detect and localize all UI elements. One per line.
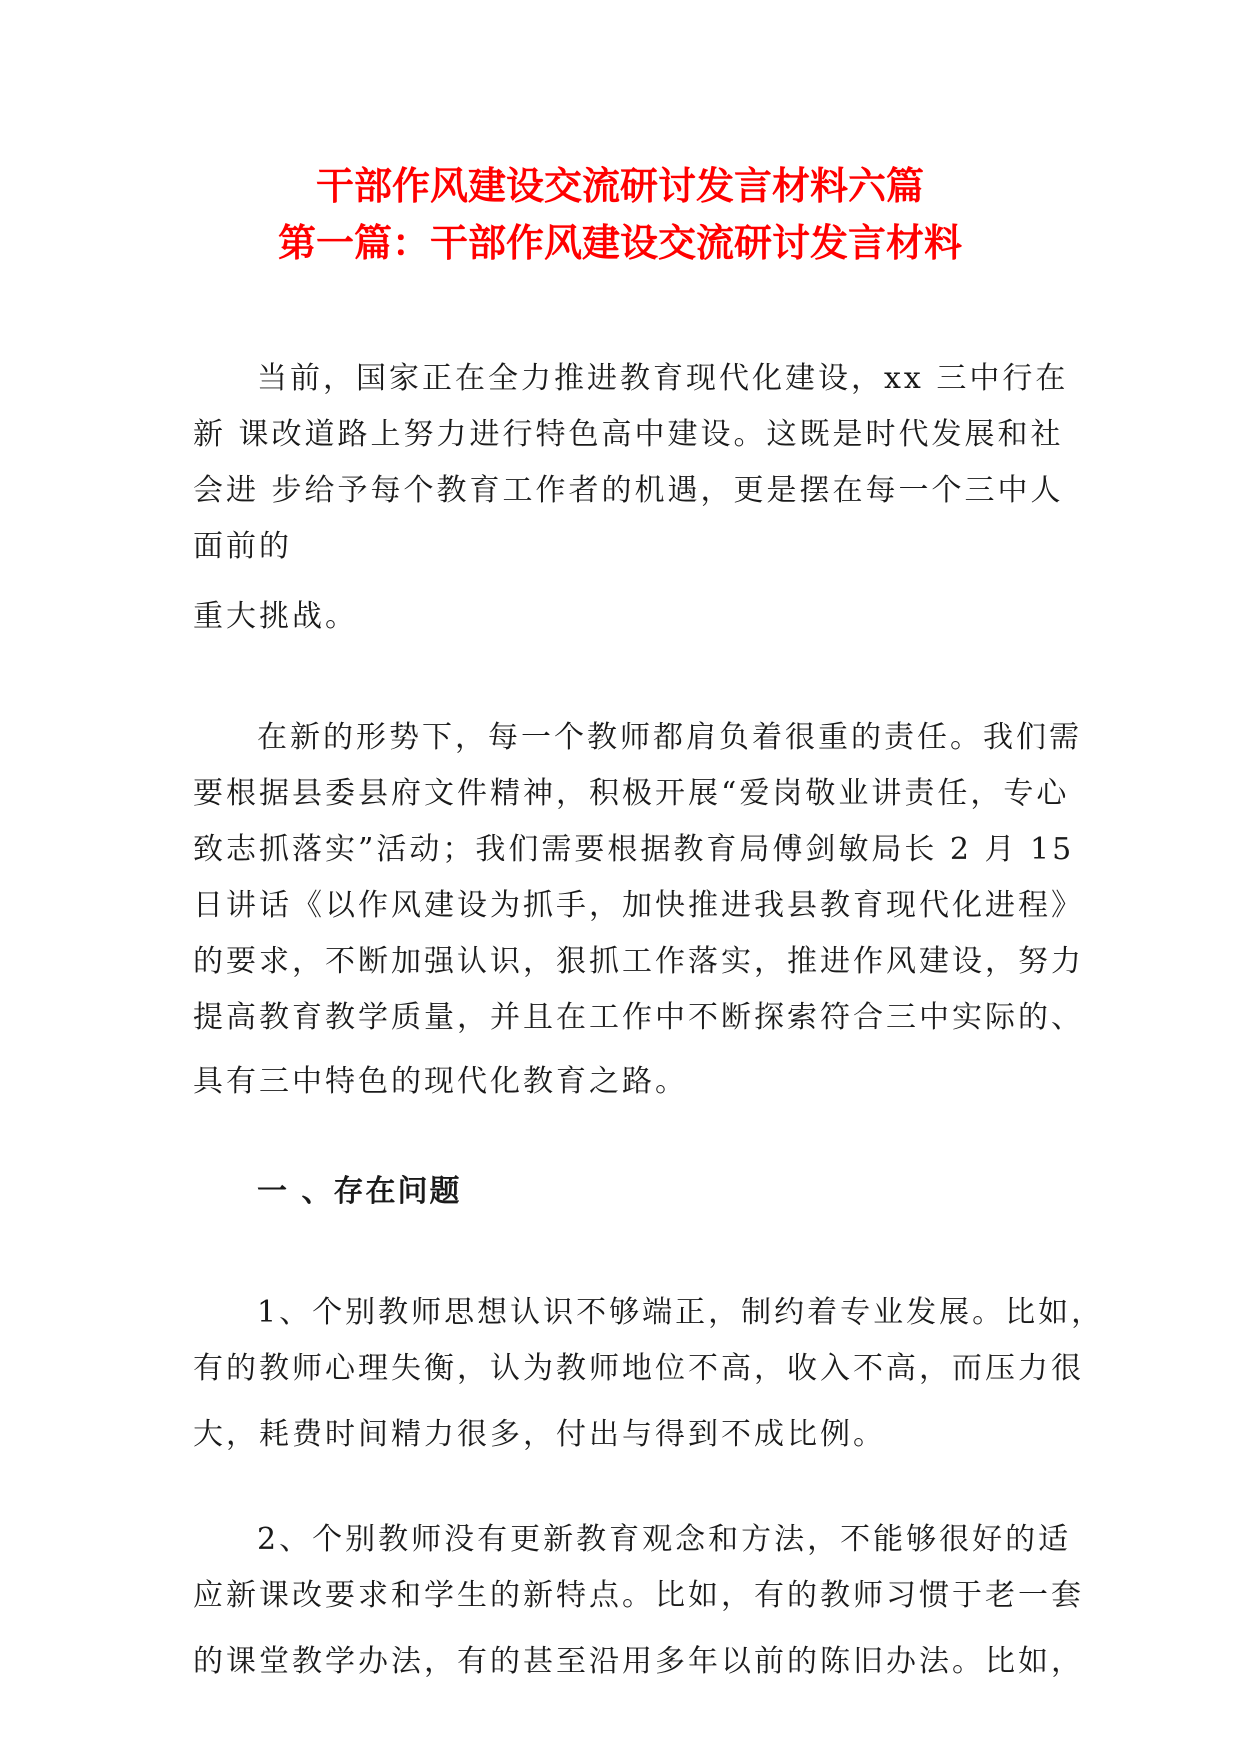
document-subtitle: 第一篇：干部作风建设交流研讨发言材料 bbox=[277, 221, 962, 265]
paragraph-line: 应新课改要求和学生的新特点。比如，有的教师习惯于老一套 bbox=[193, 1578, 1084, 1613]
paragraph-intro-continuation bbox=[193, 589, 1073, 645]
paragraph-line: 会进 步给予每个教育工作者的机遇，更是摆在每一个三中人 bbox=[193, 473, 1064, 508]
paragraph-line: 在新的形势下，每一个教师都肩负着很重的责任。我们需 bbox=[257, 720, 1082, 755]
paragraph-line: 面前的 bbox=[193, 529, 292, 564]
paragraph-responsibility bbox=[193, 710, 1084, 1110]
paragraph-line: 日讲话《以作风建设为抓手，加快推进我县教育现代化进程》 bbox=[193, 888, 1084, 923]
paragraph-line: 提高教育教学质量，并且在工作中不断探索符合三中实际的、 bbox=[193, 1000, 1084, 1035]
paragraph-line: 重大挑战。 bbox=[193, 599, 358, 634]
paragraph-line: 的课堂教学办法，有的甚至沿用多年以前的陈旧办法。比如， bbox=[193, 1644, 1084, 1679]
paragraph-intro bbox=[193, 351, 1073, 575]
problem-item-2 bbox=[193, 1512, 1084, 1690]
paragraph-line: 新 课改道路上努力进行特色高中建设。这既是时代发展和社 bbox=[193, 417, 1064, 452]
problem-item-1 bbox=[193, 1285, 1105, 1463]
section-heading: 一 、存在问题 bbox=[257, 1174, 462, 1209]
paragraph-line: 要根据县委县府文件精神，积极开展“爱岗敬业讲责任，专心 bbox=[193, 776, 1070, 811]
paragraph-line: 具有三中特色的现代化教育之路。 bbox=[193, 1064, 688, 1099]
paragraph-line: 1、个别教师思想认识不够端正，制约着专业发展。比如， bbox=[257, 1295, 1105, 1330]
paragraph-line: 的要求，不断加强认识，狠抓工作落实，推进作风建设，努力 bbox=[193, 944, 1084, 979]
document-title: 干部作风建设交流研讨发言材料六篇 bbox=[315, 164, 924, 208]
paragraph-line: 大，耗费时间精力很多，付出与得到不成比例。 bbox=[193, 1417, 886, 1452]
paragraph-line: 致志抓落实”活动；我们需要根据教育局傅剑敏局长 2 月 15 bbox=[193, 832, 1075, 867]
paragraph-line: 2、个别教师没有更新教育观念和方法，不能够很好的适 bbox=[257, 1522, 1072, 1557]
paragraph-line: 有的教师心理失衡，认为教师地位不高，收入不高，而压力很 bbox=[193, 1351, 1084, 1386]
paragraph-line: 当前，国家正在全力推进教育现代化建设，xx 三中行在 bbox=[257, 361, 1069, 396]
